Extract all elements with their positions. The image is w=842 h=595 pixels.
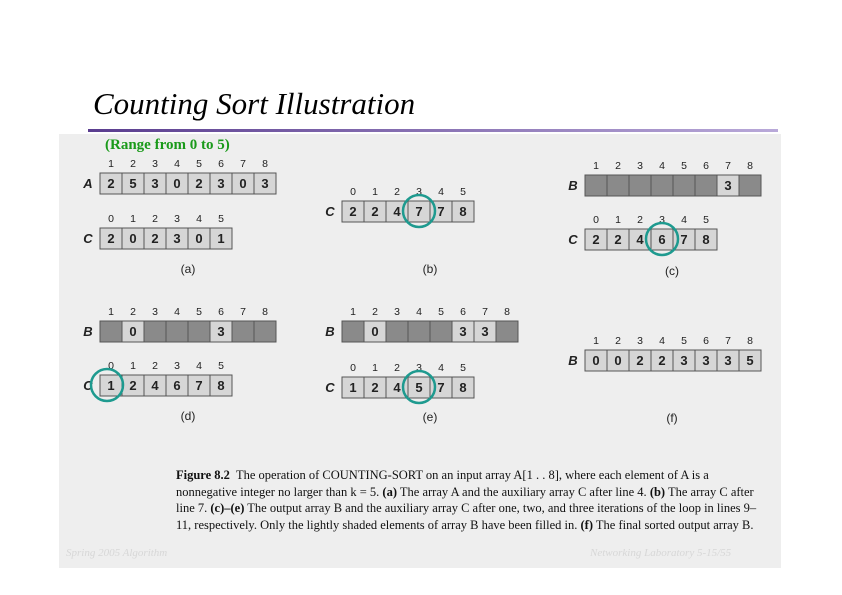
panel-e-C-value: 5 (415, 380, 423, 395)
panel-f-B-value: 0 (592, 353, 600, 368)
panel-a-C-index: 1 (130, 213, 136, 225)
panel-c-B-cell (673, 175, 695, 196)
panel-d-B-index: 2 (130, 306, 136, 318)
panel-e-C-index: 5 (460, 362, 466, 374)
panel-a-A-value: 3 (217, 176, 225, 191)
panel-e-C-name: C (325, 380, 335, 395)
panel-b-C-value: 8 (459, 204, 467, 219)
panel-d-C-index: 1 (130, 360, 136, 372)
panel-b-C-index: 0 (350, 186, 356, 198)
panel-d-C-index: 3 (174, 360, 180, 372)
panel-e-C-value: 4 (393, 380, 401, 395)
panel-d-C-index: 4 (196, 360, 202, 372)
panel-f-B-name: B (568, 353, 578, 368)
caption-text-1: The operation of COUNTING-SORT on an input array A[1 . . 8], where each element of A is a nonnegative integer no larger than k = 5. (176, 468, 709, 499)
panel-f-B-value: 2 (658, 353, 666, 368)
panel-c-B-index: 2 (615, 160, 621, 172)
panel-b-C-index: 5 (460, 186, 466, 198)
panel-f-B-index: 1 (593, 335, 599, 347)
panel-a-A-index: 7 (240, 158, 246, 170)
panel-a-C-index: 2 (152, 213, 158, 225)
panel-e-C-value: 7 (437, 380, 445, 395)
panel-c-C-index: 3 (659, 214, 665, 226)
footer-course: Spring 2005 Algorithm (66, 547, 168, 559)
panel-c-B-cell (695, 175, 717, 196)
panel-a-label: (a) (180, 262, 196, 276)
panel-a-C-value: 2 (107, 231, 115, 246)
panel-a-A-value: 0 (173, 176, 181, 191)
panel-a-C-value: 2 (151, 231, 159, 246)
panel-d-C-index: 5 (218, 360, 224, 372)
panel-a-A-value: 3 (261, 176, 269, 191)
caption-text-5: The final sorted output array B. (595, 517, 754, 532)
panel-d-B-name: B (83, 324, 93, 339)
panel-c-B-value: 3 (724, 178, 732, 193)
panel-d-C-value: 1 (107, 378, 115, 393)
panel-f-B-value: 3 (680, 353, 688, 368)
panel-d-C-value: 4 (151, 378, 159, 393)
panel-d-B-index: 7 (240, 306, 246, 318)
panel-c-C-value: 2 (592, 232, 600, 247)
panel-c-B-index: 7 (725, 160, 731, 172)
slide-title: Counting Sort Illustration (93, 86, 416, 121)
panel-c-C-index: 2 (637, 214, 643, 226)
panel-a-C-index: 4 (196, 213, 202, 225)
panel-d-C-name: C (83, 378, 93, 393)
caption-text-3: The array C after line 7. (176, 484, 754, 515)
panel-d-C-value: 2 (129, 378, 137, 393)
panel-a-A-index: 5 (196, 158, 202, 170)
panel-f-B-value: 2 (636, 353, 644, 368)
panel-e-C-index: 0 (350, 362, 356, 374)
panel-f-B-index: 8 (747, 335, 753, 347)
panel-b-C-index: 3 (416, 186, 422, 198)
panel-a-C-value: 3 (173, 231, 181, 246)
panel-b-C-index: 4 (438, 186, 444, 198)
panel-f-B-index: 6 (703, 335, 709, 347)
panel-d-B-cell (254, 321, 276, 342)
panel-e-B-index: 6 (460, 306, 466, 318)
panel-f-B-value: 0 (614, 353, 622, 368)
panel-a-A-value: 0 (239, 176, 247, 191)
panel-e-B-value: 3 (459, 324, 467, 339)
panel-a-C-index: 0 (108, 213, 114, 225)
panel-b-C-index: 2 (394, 186, 400, 198)
panel-e-B-name: B (325, 324, 335, 339)
panel-f-B-index: 5 (681, 335, 687, 347)
panel-b-C-value: 4 (393, 204, 401, 219)
panel-d-B-index: 6 (218, 306, 224, 318)
panel-a-A-name: A (83, 176, 93, 191)
panel-f-B-value: 5 (746, 353, 754, 368)
panel-e-B-cell (386, 321, 408, 342)
panel-a-A-index: 4 (174, 158, 180, 170)
panel-a-C-index: 3 (174, 213, 180, 225)
figure-caption (176, 467, 766, 533)
panel-c-C-index: 5 (703, 214, 709, 226)
panel-a-A-index: 3 (152, 158, 158, 170)
panel-d-C-index: 0 (108, 360, 114, 372)
panel-b-C-index: 1 (372, 186, 378, 198)
panel-e-B-index: 8 (504, 306, 510, 318)
panel-b-C-value: 2 (349, 204, 357, 219)
panel-b-C-name: C (325, 204, 335, 219)
range-subtitle: (Range from 0 to 5) (105, 137, 230, 153)
panel-c-B-index: 3 (637, 160, 643, 172)
panel-c-B-cell (629, 175, 651, 196)
panel-e-B-cell (408, 321, 430, 342)
panel-e-C-index: 3 (416, 362, 422, 374)
panel-f-label: (f) (666, 411, 678, 425)
caption-figure-label: Figure 8.2 (176, 468, 230, 482)
panel-f-B-index: 2 (615, 335, 621, 347)
caption-label-b: (b) (649, 484, 666, 499)
panel-d-B-index: 4 (174, 306, 180, 318)
panel-b-C-value: 7 (437, 204, 445, 219)
panel-d-B-index: 1 (108, 306, 114, 318)
panel-a-A-index: 1 (108, 158, 114, 170)
panel-c-C-value: 7 (680, 232, 688, 247)
panel-e-B-index: 7 (482, 306, 488, 318)
panel-e-C-index: 2 (394, 362, 400, 374)
panel-c-C-value: 4 (636, 232, 644, 247)
panel-f-B-value: 3 (724, 353, 732, 368)
panel-b-C-value: 2 (371, 204, 379, 219)
panel-d-B-cell (144, 321, 166, 342)
panel-d-C-value: 7 (195, 378, 203, 393)
panel-a-C-value: 0 (195, 231, 203, 246)
panel-c-B-index: 8 (747, 160, 753, 172)
panel-b-label: (b) (422, 262, 438, 276)
panel-d-C-value: 8 (217, 378, 225, 393)
panel-a-C-index: 5 (218, 213, 224, 225)
panel-e-C-index: 1 (372, 362, 378, 374)
panel-f-B-index: 4 (659, 335, 665, 347)
panel-a-C-value: 1 (217, 231, 225, 246)
panel-c-B-index: 5 (681, 160, 687, 172)
panel-d-B-index: 8 (262, 306, 268, 318)
panel-c-B-cell (607, 175, 629, 196)
panel-c-B-index: 1 (593, 160, 599, 172)
panel-a-C-value: 0 (129, 231, 137, 246)
panel-c-B-cell (585, 175, 607, 196)
panel-d-B-value: 3 (217, 324, 225, 339)
panel-d-B-cell (232, 321, 254, 342)
panel-a-A-index: 6 (218, 158, 224, 170)
panel-a-A-value: 2 (107, 176, 115, 191)
panel-c-B-name: B (568, 178, 578, 193)
panel-e-B-index: 5 (438, 306, 444, 318)
panel-a-A-value: 5 (129, 176, 137, 191)
panel-a-A-value: 3 (151, 176, 159, 191)
panel-e-C-value: 8 (459, 380, 467, 395)
caption-label-ce: (c)–(e) (210, 501, 245, 515)
panel-e-B-index: 1 (350, 306, 356, 318)
panel-c-B-cell (651, 175, 673, 196)
panel-a-A-index: 8 (262, 158, 268, 170)
panel-d-label: (d) (180, 409, 196, 423)
panel-e-B-value: 3 (481, 324, 489, 339)
panel-c-B-index: 4 (659, 160, 665, 172)
caption-label-a: (a) (382, 484, 397, 499)
panel-c-C-index: 0 (593, 214, 599, 226)
panel-e-B-value: 0 (371, 324, 379, 339)
panel-e-B-cell (342, 321, 364, 342)
panel-d-B-cell (166, 321, 188, 342)
panel-c-C-index: 4 (681, 214, 687, 226)
panel-c-label: (c) (665, 264, 679, 278)
panel-c-C-index: 1 (615, 214, 621, 226)
panel-d-C-index: 2 (152, 360, 158, 372)
panel-e-C-index: 4 (438, 362, 444, 374)
panel-e-B-cell (496, 321, 518, 342)
panel-c-B-cell (739, 175, 761, 196)
panel-e-B-cell (430, 321, 452, 342)
panel-e-C-value: 2 (371, 380, 379, 395)
panel-e-C-value: 1 (349, 380, 357, 395)
panel-e-label: (e) (422, 410, 438, 424)
caption-label-f: (f) (580, 517, 594, 532)
panel-d-B-cell (188, 321, 210, 342)
panel-d-B-index: 5 (196, 306, 202, 318)
panel-c-C-name: C (568, 232, 578, 247)
panel-a-A-value: 2 (195, 176, 203, 191)
panel-c-C-value: 8 (702, 232, 710, 247)
panel-e-B-index: 2 (372, 306, 378, 318)
panel-c-B-index: 6 (703, 160, 709, 172)
panel-b-C-value: 7 (415, 204, 423, 219)
panel-f-B-value: 3 (702, 353, 710, 368)
panel-d-C-value: 6 (173, 378, 181, 393)
panel-a-C-name: C (83, 231, 93, 246)
caption-text-2: The array A and the auxiliary array C after line 4. (399, 484, 647, 499)
panel-f-B-index: 3 (637, 335, 643, 347)
panel-d-B-index: 3 (152, 306, 158, 318)
panel-d-B-cell (100, 321, 122, 342)
panel-d-B-value: 0 (129, 324, 137, 339)
footer-page: Networking Laboratory 5-15/55 (590, 547, 732, 559)
panel-c-C-value: 6 (658, 232, 666, 247)
panel-c-C-value: 2 (614, 232, 622, 247)
panel-e-B-index: 3 (394, 306, 400, 318)
panel-e-B-index: 4 (416, 306, 422, 318)
panel-a-A-index: 2 (130, 158, 136, 170)
caption-text-4: The output array B and the auxiliary array C after one, two, and three iterations of the loop in lines 9–11, respectively. Only the lightly shaded elements of array B have been filled in. (176, 501, 757, 532)
panel-f-B-index: 7 (725, 335, 731, 347)
